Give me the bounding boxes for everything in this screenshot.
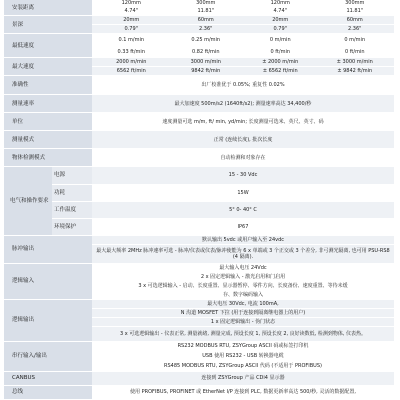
cell-value: 20mm (123, 17, 140, 23)
table-row (4, 218, 394, 235)
cell-value: 正常 (连续长度), 批次长度 (92, 131, 394, 149)
cell-value: 1 x 固定逻辑输出 - 伪门状态 (92, 317, 394, 326)
row-label: 单位 (4, 113, 92, 131)
row-label: 安装距离 (4, 0, 92, 16)
cell-value: 0.25 m/min (191, 36, 221, 43)
table-row (4, 385, 394, 399)
cell-value: 2 x 固定逻辑输入 - 激光启用和门启用 (92, 272, 394, 281)
table-row (4, 341, 394, 351)
table-row (4, 58, 394, 67)
table-row (4, 167, 394, 184)
table-row (4, 76, 394, 95)
cell-value: 0.33 ft/min (117, 48, 145, 55)
cell-value: 3 x 可选逻辑输出 - 仪表正常, 测量就绪, 测量完成, 预设长度 1, 预设长度 2, 良好读数低, 检测到物体, 仪表热。 (92, 326, 394, 341)
row-label: 工作温度 (52, 201, 92, 218)
cell-value: 11.81" (346, 8, 364, 14)
cell-value: 4.74" (273, 8, 287, 14)
cell-value: 默认输出 5vdc 或用户输入至 24vdc (92, 236, 394, 245)
cell-value: 2.36" (348, 26, 362, 32)
cell-value: 最大输入电压 24Vdc (92, 263, 394, 272)
cell-value: 0.79" (273, 26, 287, 32)
row-label: 脉冲输出 (4, 236, 92, 264)
cell-value: 300mm (196, 0, 216, 6)
cell-value: IP67 (92, 218, 394, 235)
table-row (4, 0, 394, 7)
cell-value: 0 ft/min (270, 48, 291, 55)
cell-value: 5° 0- 40° C (92, 201, 394, 218)
row-label: 逻辑输入 (4, 263, 92, 299)
cell-value: 最大最大频率 2MHz 脉冲速率可选 - 脉冲/仪表或仪表/脉冲使能为 6 x 单端或 3 个正交或 3 个差分, 非弓测光隔离, 也可用 PSU-RS8 (4 隔离). (92, 244, 394, 263)
cell-value: ± 3000 m/min (336, 59, 373, 65)
cell-value: 2000 m/min (116, 59, 147, 65)
row-label: 最大速度 (4, 58, 92, 76)
row-label: 准确性 (4, 76, 92, 95)
row-label: 功耗 (52, 184, 92, 201)
table-row (4, 95, 394, 113)
cell-value: USB 使用 RS232 - USB 转换器电缆 (92, 351, 394, 361)
cell-value: 120mm (270, 0, 290, 6)
spec-table (4, 0, 394, 167)
cell-value: 0.79" (124, 26, 138, 32)
cell-value: 15W (92, 184, 394, 201)
cell-value: 2.36" (199, 26, 213, 32)
cell-value: 15 - 30 Vdc (92, 167, 394, 184)
cell-value: 0 ft/min (344, 48, 365, 55)
cell-value: ± 9842 ft/min (337, 68, 373, 74)
table-row (4, 236, 394, 245)
cell-value: RS485 MODBUS RTU, ZSYGroup ASCII 代码 (不适用于 PROFIBUS) (92, 361, 394, 371)
row-label: 总线 (4, 385, 92, 399)
table-row (4, 16, 394, 25)
table-row (4, 34, 394, 46)
table-row (4, 299, 394, 308)
table-row (4, 201, 394, 218)
row-label: CANBUS (4, 371, 92, 385)
cell-value: 出厂校准优于 0.05%; 重复性 0.02% (92, 76, 394, 95)
row-label: 测量模式 (4, 131, 92, 149)
cell-value: 0 m/min (344, 36, 366, 43)
cell-value: 连接到 ZSYGroup 产品 CDi4 显示器 (92, 371, 394, 385)
cell-value: 3000 m/min (190, 59, 221, 65)
table-row (4, 184, 394, 201)
cell-value: 使用 PROFIBUS, PROFINET 或 EtherNet I/P 连接到 PLC, 数据更新率高达 500/秒, 灵活的数据配置, (92, 385, 394, 399)
cell-value: 0 m/min (269, 36, 291, 43)
row-label: 景深 (4, 16, 92, 34)
table-row (4, 131, 394, 149)
table-row (4, 149, 394, 167)
cell-value: RS232 MODBUS RTU, ZSYGroup ASCII 码或标签打印机 (92, 341, 394, 351)
row-label: 电源 (52, 167, 92, 184)
cell-value: 4.74" (124, 8, 138, 14)
table-row (4, 263, 394, 272)
row-label: 逻辑输出 (4, 299, 92, 341)
row-label: 测量速率 (4, 95, 92, 113)
table-row (4, 113, 394, 131)
cell-value: 11.81" (197, 8, 215, 14)
cell-value: 60mm (197, 17, 214, 23)
cell-value: 最大电压 30Vdc, 电流 100mA, (92, 299, 394, 308)
cell-value: 20mm (272, 17, 289, 23)
cell-value: 存、数字编码输入 (92, 290, 394, 299)
row-label: 最低速度 (4, 34, 92, 58)
cell-value: 6562 ft/min (116, 68, 146, 74)
row-label: 串行输入/输出 (4, 341, 92, 371)
cell-value: 最大加速度 500m/s2 (1640ft/s2); 测量速率高达 34,400/秒 (92, 95, 394, 113)
cell-value: 300mm (345, 0, 365, 6)
cell-value: ± 6562 ft/min (262, 68, 298, 74)
table-row (4, 371, 394, 385)
cell-value: 自动检测和对象存在 (92, 149, 394, 167)
cell-value: 0.1 m/min (118, 36, 145, 43)
cell-value: ± 2000 m/min (262, 59, 299, 65)
cell-value: 9842 ft/min (191, 68, 221, 74)
electrical-table (4, 167, 394, 236)
group-label: 电气和操作要求 (4, 167, 52, 235)
cell-value: 速度测量可选 m/m, ft/ min, yd/min; 长度测量可选米、英尺、英寸、码 (92, 113, 394, 131)
cell-value: 60mm (346, 17, 363, 23)
cell-value: 0.82 ft/min (192, 48, 220, 55)
cell-value: 120mm (121, 0, 141, 6)
row-label: 物体检测模式 (4, 149, 92, 167)
cell-value: N 沟道 MOSFET 下拉 (用于连接到隔离继电器上的用户) (92, 308, 394, 317)
row-label: 环境保护 (52, 218, 92, 235)
io-table (4, 236, 394, 400)
cell-value: 3 x 可选逻辑输入 - 启动、长度重置、显示器暂停、零件方向、长度备份、速度重置、等待未缓 (92, 281, 394, 290)
